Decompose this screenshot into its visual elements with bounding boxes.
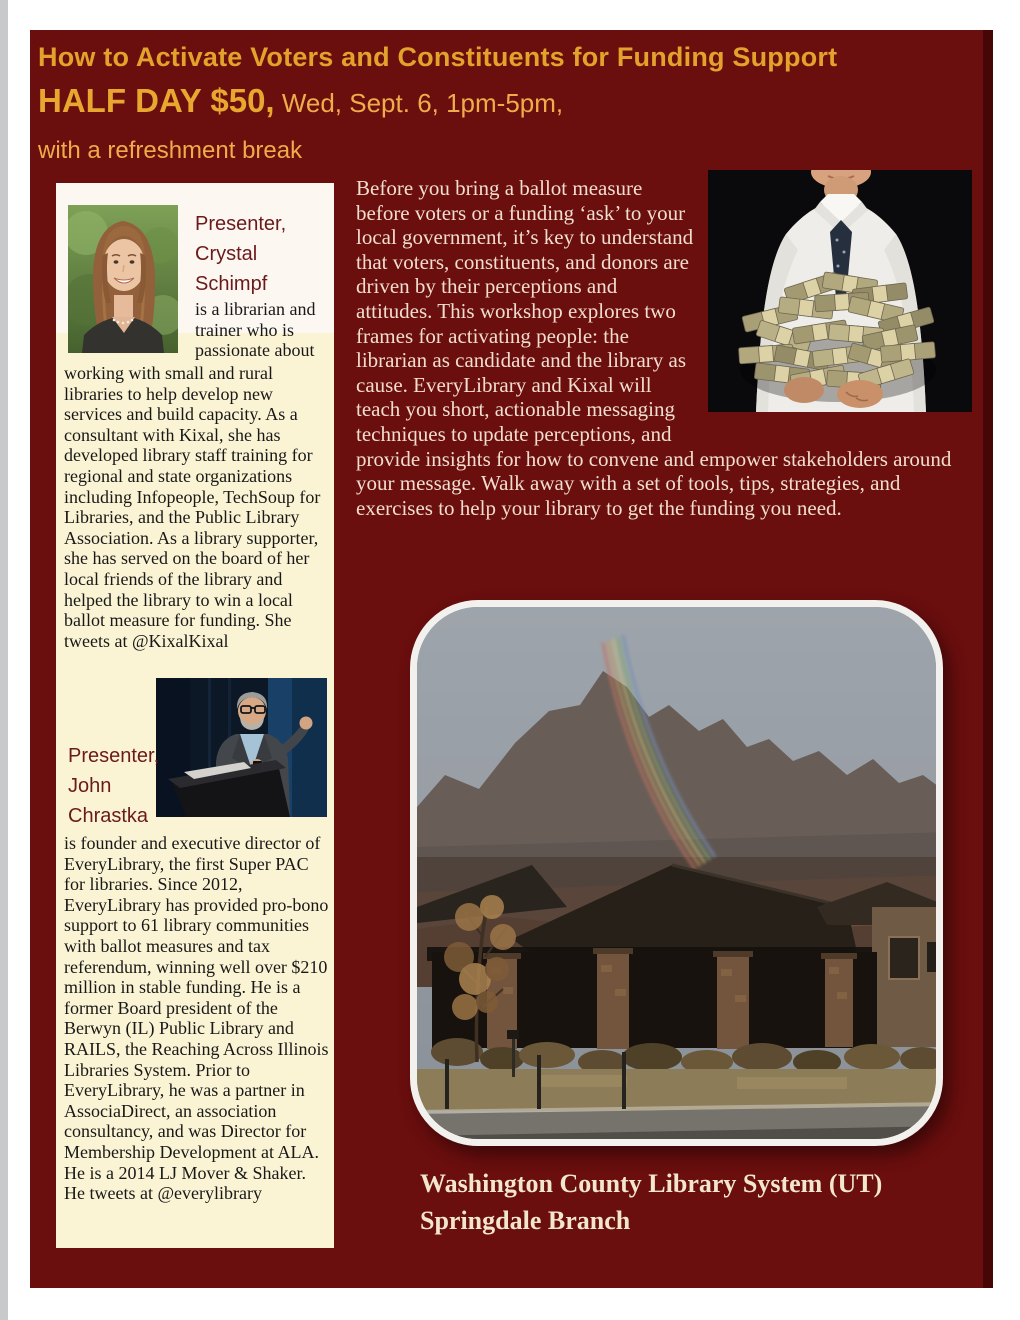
refreshment-note: with a refreshment break: [38, 137, 303, 164]
presenter-john-label: Presenter, John Chrastka: [68, 745, 160, 827]
header: [38, 42, 938, 165]
library-photo: [410, 600, 943, 1146]
library-caption: [420, 1165, 980, 1239]
money-photo: [708, 170, 972, 412]
money-photo-illustration: [708, 170, 972, 412]
library-photo-illustration: [417, 607, 943, 1146]
price-line: [38, 82, 938, 120]
crystal-bio: working with small and rural libraries to help develop new services and build capacity. As a consultant with Kixal, she has developed library staff training for regional and state organizations including Infopeople, TechSoup for Libraries, and the Public Library Association. As a library supporter, she has served on the board of her local friends of the library and helped the library to win a local ballot measure for funding. She tweets at @KixalKixal: [64, 363, 321, 651]
john-bio: is founder and executive director of EveryLibrary, the first Super PAC for libraries. Since 2012, EveryLibrary has provided pro-bono support to 61 library communities with ballot measures and tax referendum, winning well over $210 million in stable funding. He is a former Board president of the Berwyn (IL) Public Library and RAILS, the Reaching Across Illinois Libraries System. Prior to EveryLibrary, he was a partner in AssociaDirect, an association consultancy, and was Director for Membership Development at ALA. He is a 2014 LJ Mover & Shaker. He tweets at @everylibrary: [64, 833, 329, 1204]
caption-line-1: Washington County Library System (UT): [420, 1169, 883, 1198]
presenter-panel: [56, 183, 334, 1248]
price-label: HALF DAY $50,: [38, 82, 275, 119]
flyer-background: [30, 30, 993, 1288]
caption-line-2: Springdale Branch: [420, 1206, 631, 1235]
page-left-edge: [0, 0, 8, 1320]
crystal-photo-illustration: [68, 205, 178, 353]
workshop-description: Before you bring a ballot measure before voters or a funding ‘ask’ to your local government, it’s key to understand that voters, constituents, and donors are driven by their perceptions and attitudes. This workshop explores two frames for activating people: the librarian as candidate and the library as cause. EveryLibrary and Kixal will teach you short, actionable messaging techniques to update perceptions, and provide insights for how to convene and empower stakeholders around your message. Walk away with a set of tools, tips, strategies, and exercises to help your library to get the funding you need.: [356, 176, 952, 520]
schedule-text: Wed, Sept. 6, 1pm-5pm,: [274, 88, 564, 118]
crystal-bio-intro: is a librarian and trainer who is passionate about: [195, 299, 316, 361]
presenter-crystal-label: Presenter, Crystal Schimpf: [195, 213, 287, 295]
crystal-schimpf-photo: [68, 205, 178, 353]
page-title: How to Activate Voters and Constituents for Funding Support: [38, 42, 838, 72]
workshop-description-block: [356, 176, 972, 520]
